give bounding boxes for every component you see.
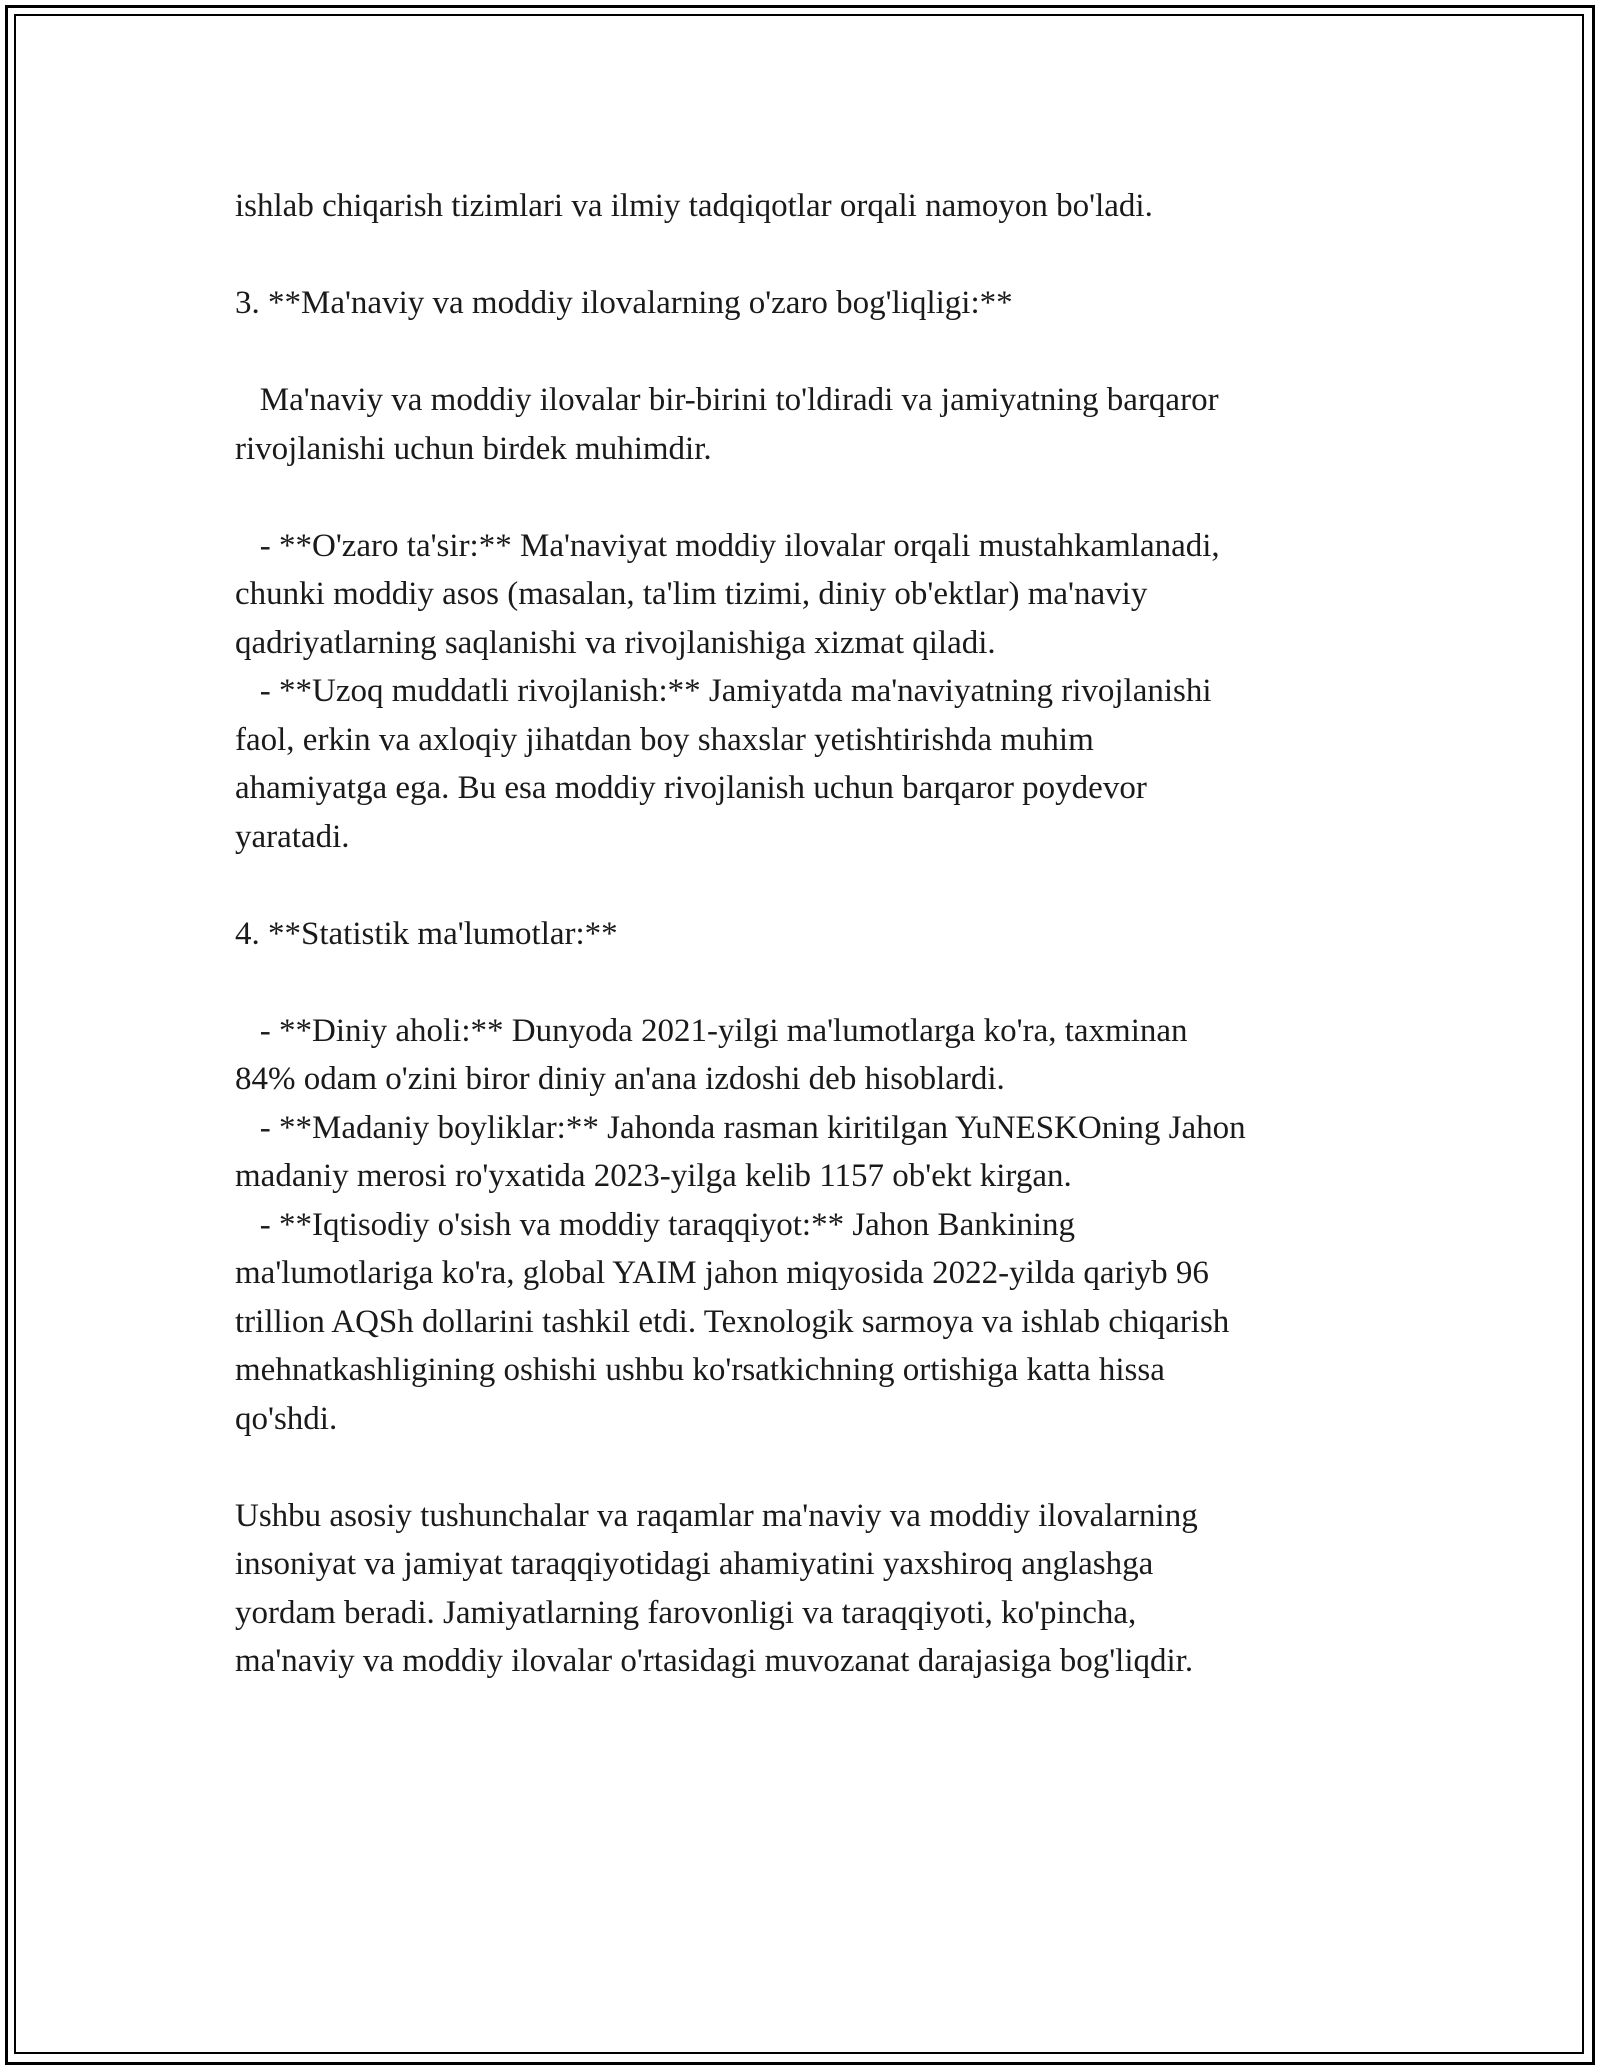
text-line: yaratadi. — [235, 818, 350, 855]
section-heading: 4. **Statistik ma'lumotlar:** — [235, 915, 618, 952]
text-line: faol, erkin va axloqiy jihatdan boy shaxslar yetishtirishda muhim — [235, 721, 1094, 758]
list-item-line: - **Madaniy boyliklar:** Jahonda rasman kiritilgan YuNESKOning Jahon — [235, 1109, 1246, 1146]
list-item-line: - **Diniy aholi:** Dunyoda 2021-yilgi ma'lumotlarga ko'ra, taxminan — [235, 1012, 1188, 1049]
blank-line — [235, 1443, 1385, 1492]
text-line: insoniyat va jamiyat taraqqiyotidagi ahamiyatini yaxshiroq anglashga — [235, 1546, 1154, 1582]
list-item-line: - **O'zaro ta'sir:** Ma'naviyat moddiy ilovalar orqali mustahkamlanadi, — [235, 527, 1220, 564]
blank-line — [235, 958, 1385, 1007]
list-item-line: - **Uzoq muddatli rivojlanish:** Jamiyatda ma'naviyatning rivojlanishi — [235, 673, 1212, 709]
section-heading: 3. **Ma'naviy va moddiy ilovalarning o'zaro bog'liqligi:** — [235, 285, 1013, 321]
text-line: 84% odam o'zini biror diniy an'ana izdoshi deb hisoblardi. — [235, 1061, 1005, 1097]
text-line: Ma'naviy va moddiy ilovalar bir-birini to'ldiradi va jamiyatning barqaror — [235, 382, 1219, 418]
text-line: qadriyatlarning saqlanishi va rivojlanishiga xizmat qiladi. — [235, 624, 996, 661]
text-line: ma'lumotlariga ko'ra, global YAIM jahon miqyosida 2022-yilda qariyb 96 — [235, 1255, 1209, 1291]
text-line: yordam beradi. Jamiyatlarning farovonligi va taraqqiyoti, ko'pincha, — [235, 1594, 1137, 1631]
text-line: mehnatkashligining oshishi ushbu ko'rsatkichning ortishiga katta hissa — [235, 1352, 1165, 1388]
text-line: rivojlanishi uchun birdek muhimdir. — [235, 430, 712, 467]
text-line: trillion AQSh dollarini tashkil etdi. Texnologik sarmoya va ishlab chiqarish — [235, 1303, 1230, 1340]
list-item-line: - **Iqtisodiy o'sish va moddiy taraqqiyot:** Jahon Bankining — [235, 1206, 1076, 1243]
blank-line — [235, 473, 1385, 522]
text-line: ishlab chiqarish tizimlari va ilmiy tadqiqotlar orqali namoyon bo'ladi. — [235, 188, 1153, 224]
text-line: Ushbu asosiy tushunchalar va raqamlar ma'naviy va moddiy ilovalarning — [235, 1497, 1198, 1534]
document-body — [235, 182, 1385, 1686]
text-line: ma'naviy va moddiy ilovalar o'rtasidagi muvozanat darajasiga bog'liqdir. — [235, 1643, 1194, 1679]
blank-line — [235, 861, 1385, 910]
text-line: chunki moddiy asos (masalan, ta'lim tizimi, diniy ob'ektlar) ma'naviy — [235, 576, 1148, 612]
blank-line — [235, 328, 1385, 377]
text-line: qo'shdi. — [235, 1400, 338, 1437]
blank-line — [235, 231, 1385, 280]
text-line: madaniy merosi ro'yxatida 2023-yilga kelib 1157 ob'ekt kirgan. — [235, 1158, 1072, 1194]
text-line: ahamiyatga ega. Bu esa moddiy rivojlanish uchun barqaror poydevor — [235, 770, 1147, 806]
